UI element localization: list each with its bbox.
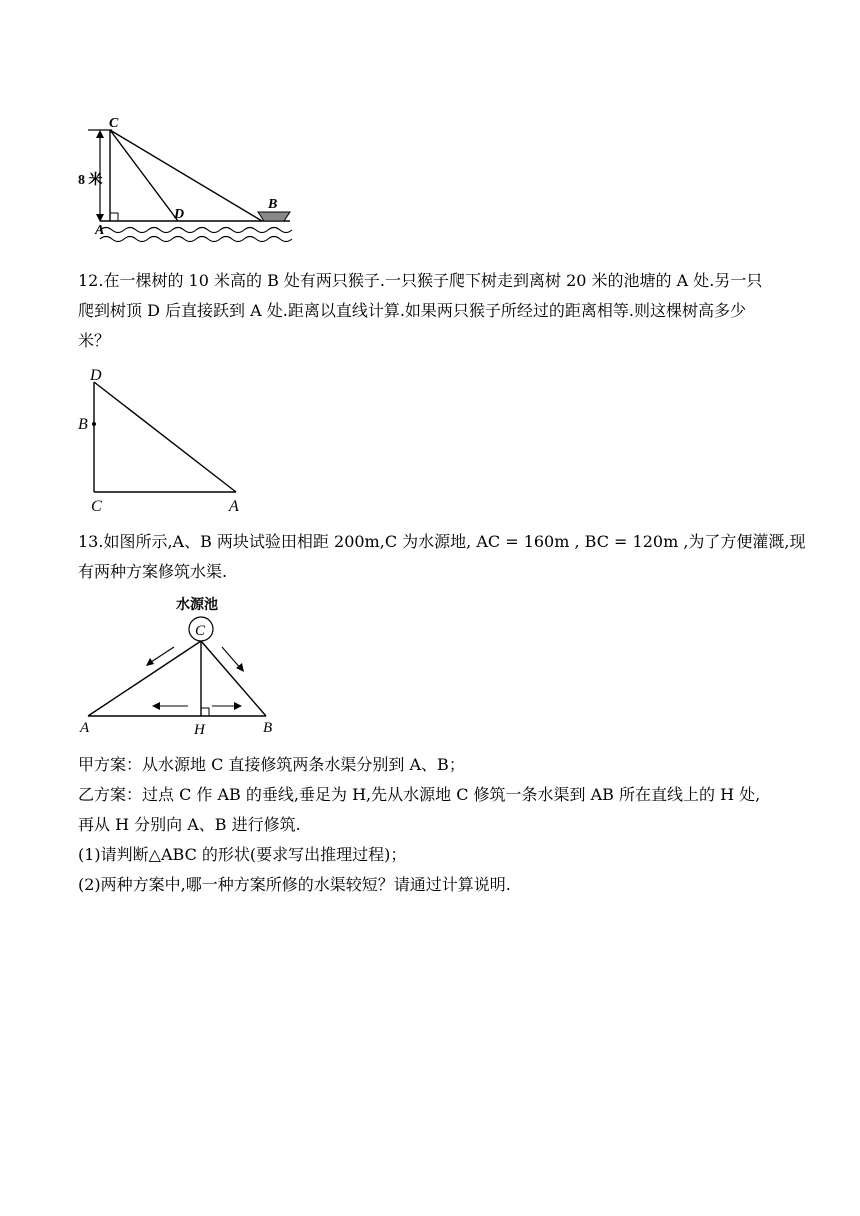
question-line: 12.在一棵树的 10 米高的 B 处有两只猴子.一只猴子爬下树走到离树 20 米的池塘的 A 处.另一只 xyxy=(78,271,763,290)
arrow-down-left-icon xyxy=(146,658,154,666)
sub-question-1: (1)请判断△ABC 的形状(要求写出推理过程)； xyxy=(78,845,407,864)
point-label-h: H xyxy=(194,722,205,738)
right-angle-mark xyxy=(201,708,209,716)
right-angle-mark xyxy=(110,213,118,221)
question-line: 13.如图所示,A、B 两块试验田相距 200m,C 为水源地, AC = 160m , BC = 120m ,为了方便灌溉,现 xyxy=(78,532,806,551)
question-13-text xyxy=(78,527,806,587)
segment-cd xyxy=(110,130,178,221)
question-line: 爬到树顶 D 后直接跃到 A 处.距离以直线计算.如果两只猴子所经过的距离相等.则这棵树高多少 xyxy=(78,301,746,320)
arrow-left-icon xyxy=(152,702,160,710)
point-label-c: C xyxy=(91,498,102,515)
question-13-options xyxy=(78,750,798,900)
point-label-c: C xyxy=(195,623,206,639)
point-label-c: C xyxy=(109,116,119,131)
point-label-d: D xyxy=(90,367,102,384)
option-yi-cont: 再从 H 分别向 A、B 进行修筑. xyxy=(78,815,301,834)
option-yi: 乙方案：过点 C 作 AB 的垂线,垂足为 H,先从水源地 C 修筑一条水渠到 AB 所在直线上的 H 处, xyxy=(78,785,761,804)
question-line: 米？ xyxy=(78,331,111,350)
segment-cb xyxy=(201,641,266,716)
arrow-right-icon xyxy=(234,702,242,710)
figure-q11-diagram xyxy=(78,108,308,248)
point-label-a: A xyxy=(80,720,90,736)
water-source-title: 水源池 xyxy=(176,598,218,613)
point-label-b: B xyxy=(263,720,273,736)
point-label-b: B xyxy=(78,416,88,433)
option-jia: 甲方案：从水源地 C 直接修筑两条水渠分别到 A、B； xyxy=(78,755,465,774)
question-12-text xyxy=(78,266,798,356)
water-wave xyxy=(100,237,292,242)
sub-question-2: (2)两种方案中,哪一种方案所修的水渠较短？请通过计算说明. xyxy=(78,875,511,894)
point-label-d: D xyxy=(174,207,185,222)
point-label-a: A xyxy=(95,223,105,238)
water-wave xyxy=(100,228,292,233)
height-label: 8 米 xyxy=(78,173,103,188)
question-line: 有两种方案修筑水渠. xyxy=(78,562,228,581)
segment-ca xyxy=(88,641,201,716)
segment-da xyxy=(94,382,236,492)
boat-icon xyxy=(258,212,290,221)
arrow-up-icon xyxy=(96,130,104,138)
point-b-dot xyxy=(92,422,96,426)
point-label-b: B xyxy=(268,197,278,212)
figure-q13-diagram xyxy=(76,592,286,740)
point-label-a: A xyxy=(229,498,239,515)
figure-q12-diagram xyxy=(76,364,256,516)
segment-cb xyxy=(110,130,262,221)
